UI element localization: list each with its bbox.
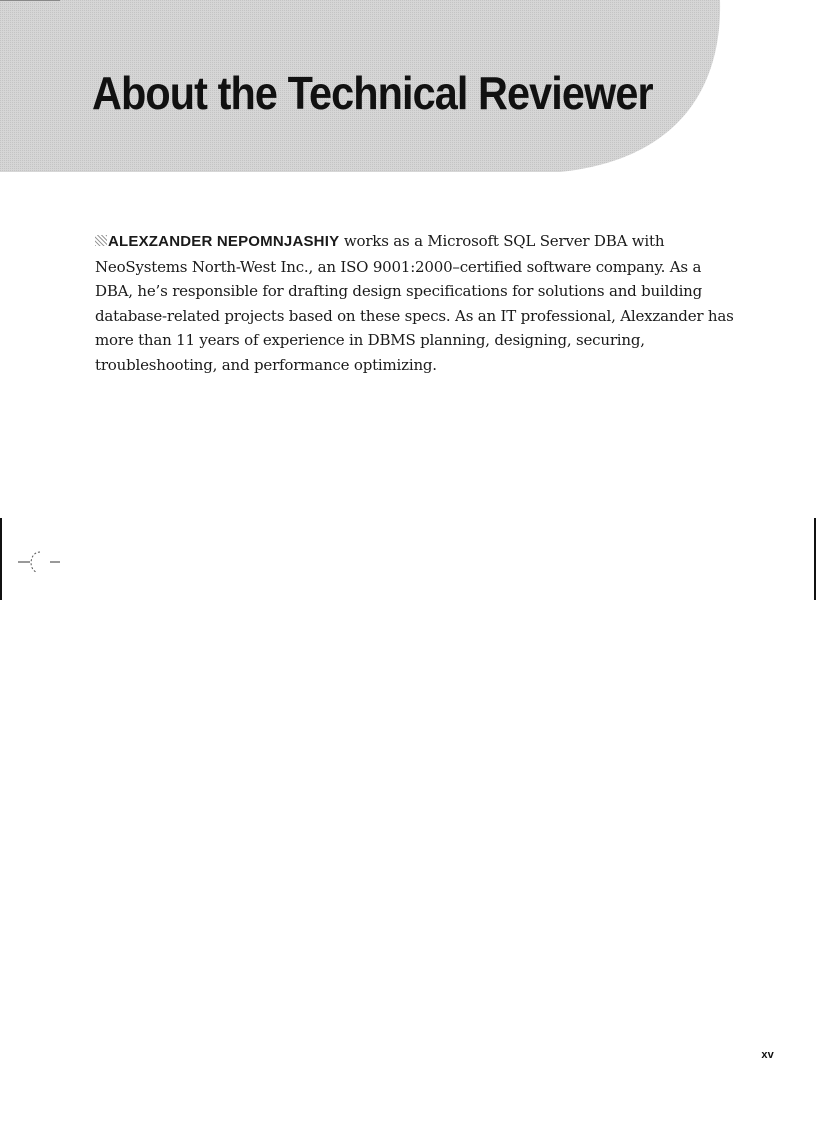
bullet-marker-icon (95, 235, 107, 246)
reviewer-bio (95, 229, 735, 377)
page-title: About the Technical Reviewer (92, 67, 653, 119)
reviewer-name: ALEXZANDER NEPOMNJASHIY (108, 233, 340, 250)
crop-mark-left (0, 518, 70, 600)
page-number: xv (761, 1049, 774, 1061)
top-rule (0, 0, 60, 1)
bio-text: works as a Microsoft SQL Server DBA with NeoSystems North-West Inc., an ISO 9001:2000–certified software company. As a DBA, he’s responsible for drafting design specifications for solutions and building database-related projects based on these specs. As an IT professional, Alexzander has more than 11 years of experience in DBMS planning, designing, securing, troubleshooting, and performance optimizing. (95, 232, 734, 374)
